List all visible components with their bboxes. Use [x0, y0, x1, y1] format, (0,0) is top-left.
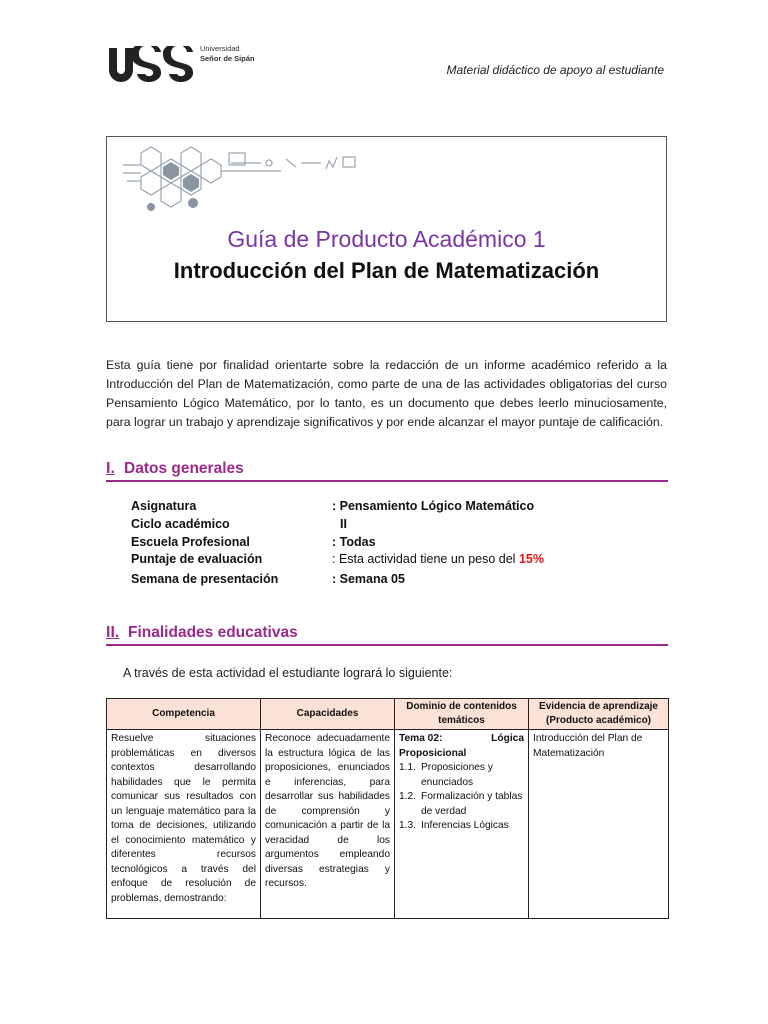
list-item-text: Inferencias Lógicas: [421, 820, 509, 831]
cell-dominio: [395, 730, 529, 919]
header-note: Material didáctico de apoyo al estudiante: [446, 63, 664, 77]
cell-capacidades: Reconoce adecuadamente la estructura lógica de las proposiciones, enunciados e inferencias, para desarrollar sus habilidades de comprensión y comunicación a partir de la veracidad de los argumentos empleando diversas estrategias y recursos.: [261, 730, 395, 919]
table-row: [107, 730, 669, 919]
field-label-ciclo: Ciclo académico: [131, 517, 230, 531]
cell-evidencia: Introducción del Plan de Matematización: [529, 730, 669, 919]
logo-line2: Señor de Sipán: [200, 54, 255, 63]
puntaje-percent: 15%: [518, 552, 544, 566]
field-label-escuela: Escuela Profesional: [131, 535, 250, 549]
field-label-asignatura: Asignatura: [131, 499, 197, 513]
tema-topic-b: Proposicional: [399, 747, 467, 759]
field-value-asignatura: : Pensamiento Lógico Matemático: [332, 499, 535, 513]
intro-paragraph: Esta guía tiene por finalidad orientarte sobre la redacción de un informe académico referido a la Introducción del Plan de Matematización, como parte de una de las actividades obligatorias del curso Pensamiento Lógico Matemático, por lo tanto, es un documento que debes leerlo minuciosamente, para lograr un trabajo y aprendizaje significativos y por ende alcanzar el mayor puntaje de calificación.: [106, 358, 667, 429]
field-label-semana: Semana de presentación: [131, 572, 279, 586]
document-title: Guía de Producto Académico 1: [227, 226, 546, 252]
list-item: [399, 790, 524, 819]
list-item-number: 1.1.: [399, 762, 416, 773]
field-value-escuela: : Todas: [332, 535, 376, 549]
list-item-number: 1.2.: [399, 791, 416, 802]
section-title: Finalidades educativas: [128, 624, 298, 641]
section-lead-text: A través de esta actividad el estudiante logrará lo siguiente:: [123, 666, 453, 680]
section-title: Datos generales: [124, 460, 244, 477]
table-header-cell: Capacidades: [261, 699, 395, 730]
list-item: [399, 761, 524, 790]
cell-competencia: Resuelve situaciones problemáticas en diversos contextos desarrollando habilidades que le permita comunicar sus resultados con un lenguaje matemático para la toma de decisiones, utilizando el conocimiento matemático y diferentes recursos tecnológicos a través del enfoque de resolución de problemas, demostrando:: [107, 730, 261, 919]
tema-label: Tema 02:: [399, 733, 443, 744]
tema-topic-a: Lógica: [491, 733, 524, 744]
logo-text: [200, 44, 255, 64]
field-value-semana: : Semana 05: [332, 572, 405, 586]
table-header-cell: Competencia: [107, 699, 261, 730]
section-number: II.: [106, 624, 120, 641]
section-finalidades: [106, 624, 668, 646]
field-value-ciclo: II: [340, 517, 347, 531]
list-item-number: 1.3.: [399, 820, 416, 831]
logo-line1: Universidad: [200, 44, 240, 53]
list-item-text: Formalización y tablas de verdad: [421, 791, 523, 817]
title-box: [106, 136, 667, 322]
tech-banner-illustration: [121, 143, 361, 223]
puntaje-text: : Esta actividad tiene un peso del: [332, 552, 519, 566]
list-item-text: Proposiciones y enunciados: [421, 762, 493, 788]
section-datos-generales: [106, 460, 668, 482]
table-header-row: [107, 699, 669, 730]
table-header-cell: Dominio de contenidos temáticos: [395, 699, 529, 730]
uss-logo: [107, 46, 195, 82]
section-number: I.: [106, 460, 115, 477]
list-item: [399, 819, 524, 834]
table-header-cell: Evidencia de aprendizaje (Producto académico): [529, 699, 669, 730]
field-value-puntaje: [332, 552, 544, 566]
competencias-table: [106, 698, 669, 919]
document-subtitle: Introducción del Plan de Matematización: [173, 258, 600, 283]
field-label-puntaje: Puntaje de evaluación: [131, 552, 263, 566]
tema-heading: [399, 732, 524, 747]
